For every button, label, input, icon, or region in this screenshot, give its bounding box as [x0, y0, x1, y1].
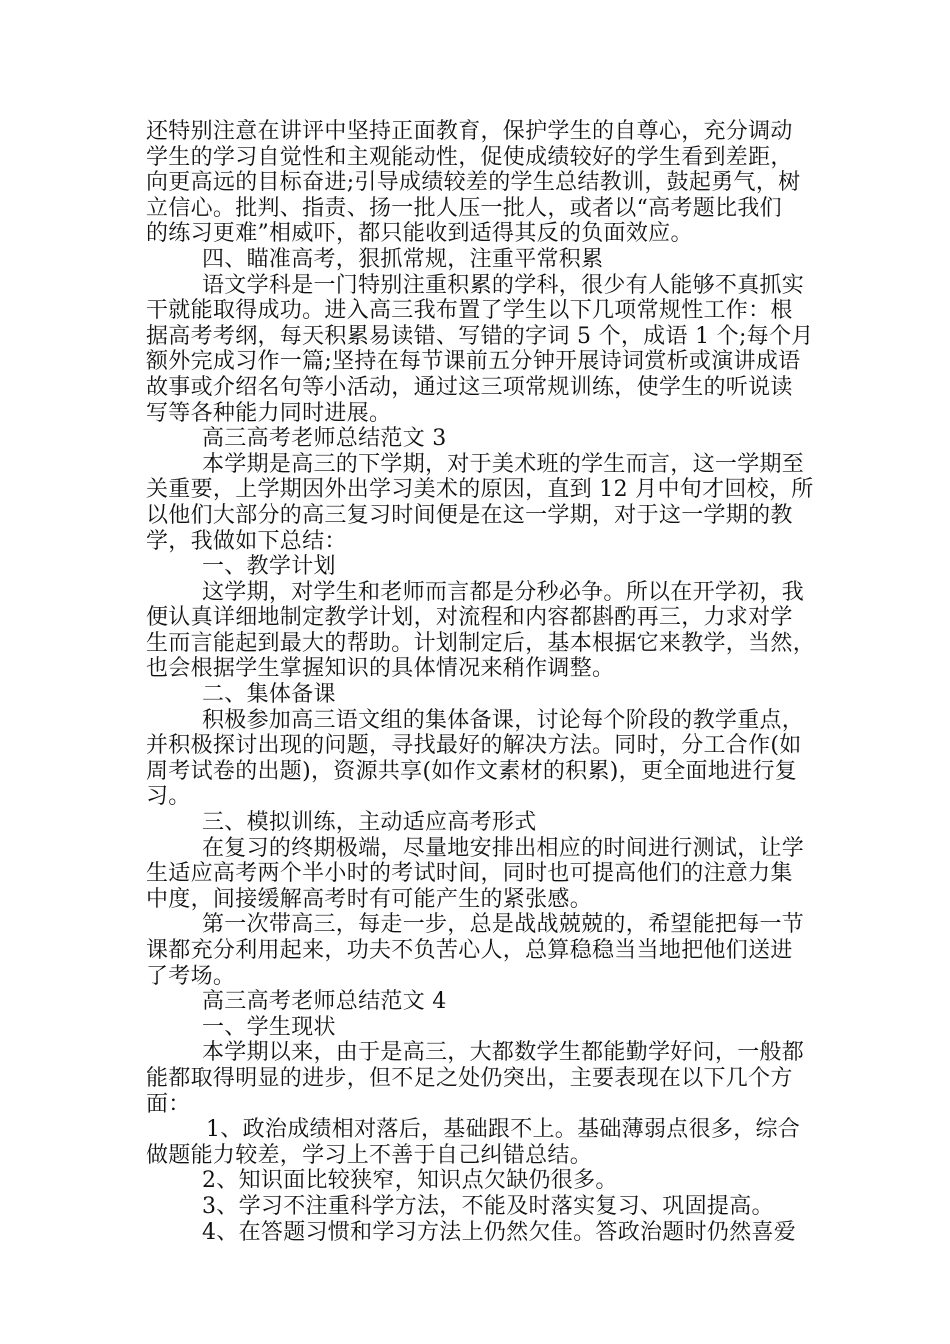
- text-line: 学生的学习自觉性和主观能动性，促使成绩较好的学生看到差距，: [146, 144, 793, 170]
- text-line: 学，我做如下总结：: [146, 528, 347, 554]
- text-line: 一、学生现状: [202, 1014, 336, 1040]
- text-line: 做题能力较差，学习上不善于自己纠错总结。: [146, 1142, 593, 1168]
- text-line: 生适应高考两个半小时的考试时间，同时也可提高他们的注意力集: [146, 861, 793, 887]
- text-line: 高三高考老师总结范文 3: [202, 426, 447, 452]
- text-line: 语文学科是一门特别注重积累的学科，很少有人能够不真抓实: [202, 272, 805, 298]
- text-line: 在复习的终期极端，尽量地安排出相应的时间进行测试，让学: [202, 835, 805, 861]
- text-line: 还特别注意在讲评中坚持正面教育，保护学生的自尊心，充分调动: [146, 119, 793, 144]
- text-line: 也会根据学生掌握知识的具体情况来稍作调整。: [146, 656, 615, 682]
- text-line: 1、政治成绩相对落后，基础跟不上。基础薄弱点很多，综合: [206, 1117, 801, 1143]
- text-line: 以他们大部分的高三复习时间便是在这一学期，对于这一学期的教: [146, 502, 793, 528]
- text-line: 并积极探讨出现的问题，寻找最好的解决方法。同时，分工合作(如: [146, 733, 802, 759]
- text-line: 3、学习不注重科学方法，不能及时落实复习、巩固提高。: [202, 1193, 774, 1219]
- text-line: 了考场。: [146, 963, 236, 989]
- text-line: 高三高考老师总结范文 4: [202, 989, 447, 1015]
- text-line: 习。: [146, 784, 191, 810]
- text-line: 积极参加高三语文组的集体备课，讨论每个阶段的教学重点，: [202, 707, 805, 733]
- text-line: 一、教学计划: [202, 554, 336, 580]
- text-line: 立信心。批判、指责、扬一批人压一批人，或者以“高考题比我们: [146, 195, 782, 221]
- text-line: 写等各种能力同时进展。: [146, 400, 392, 426]
- text-line: 二、集体备课: [202, 682, 336, 708]
- text-line: 三、模拟训练，主动适应高考形式: [202, 810, 537, 836]
- text-line: 四、瞄准高考，狠抓常规，注重平常积累: [202, 246, 604, 272]
- text-line: 干就能取得成功。进入高三我布置了学生以下几项常规性工作：根: [146, 298, 793, 324]
- text-line: 据高考考纲，每天积累易读错、写错的字词 5 个，成语 1 个;每个月: [146, 323, 814, 349]
- text-line: 的练习更难”相威吓，都只能收到适得其反的负面效应。: [146, 221, 693, 247]
- text-line: 便认真详细地制定教学计划，对流程和内容都斟酌再三，力求对学: [146, 605, 793, 631]
- text-line: 2、知识面比较狭窄，知识点欠缺仍很多。: [202, 1168, 618, 1194]
- text-line: 本学期以来，由于是高三，大都数学生都能勤学好问，一般都: [202, 1040, 805, 1066]
- text-line: 课都充分利用起来，功夫不负苦心人，总算稳稳当当地把他们送进: [146, 938, 793, 963]
- text-line: 本学期是高三的下学期，对于美术班的学生而言，这一学期至: [202, 451, 805, 477]
- text-line: 向更高远的目标奋进;引导成绩较差的学生总结教训，鼓起勇气，树: [146, 170, 801, 196]
- text-line: 能都取得明显的进步，但不足之处仍突出，主要表现在以下几个方: [146, 1065, 793, 1091]
- text-line: 第一次带高三，每走一步，总是战战兢兢的，希望能把每一节: [202, 912, 805, 938]
- text-line: 关重要，上学期因外出学习美术的原因，直到 12 月中旬才回校，所: [146, 477, 814, 503]
- text-line: 4、在答题习惯和学习方法上仍然欠佳。答政治题时仍然喜爱: [202, 1219, 797, 1245]
- text-line: 中度，间接缓解高考时有可能产生的紧张感。: [146, 886, 593, 912]
- text-line: 这学期，对学生和老师而言都是分秒必争。所以在开学初，我: [202, 579, 805, 605]
- text-line: 故事或介绍名句等小活动，通过这三项常规训练，使学生的听说读: [146, 374, 793, 400]
- document-body: [146, 119, 826, 1245]
- text-line: 额外完成习作一篇;坚持在每节课前五分钟开展诗词赏析或演讲成语: [146, 349, 801, 375]
- text-line: 生而言能起到最大的帮助。计划制定后，基本根据它来教学，当然，: [146, 630, 816, 656]
- text-line: 面：: [146, 1091, 191, 1117]
- text-line: 周考试卷的出题)，资源共享(如作文素材的积累)，更全面地进行复: [146, 758, 798, 784]
